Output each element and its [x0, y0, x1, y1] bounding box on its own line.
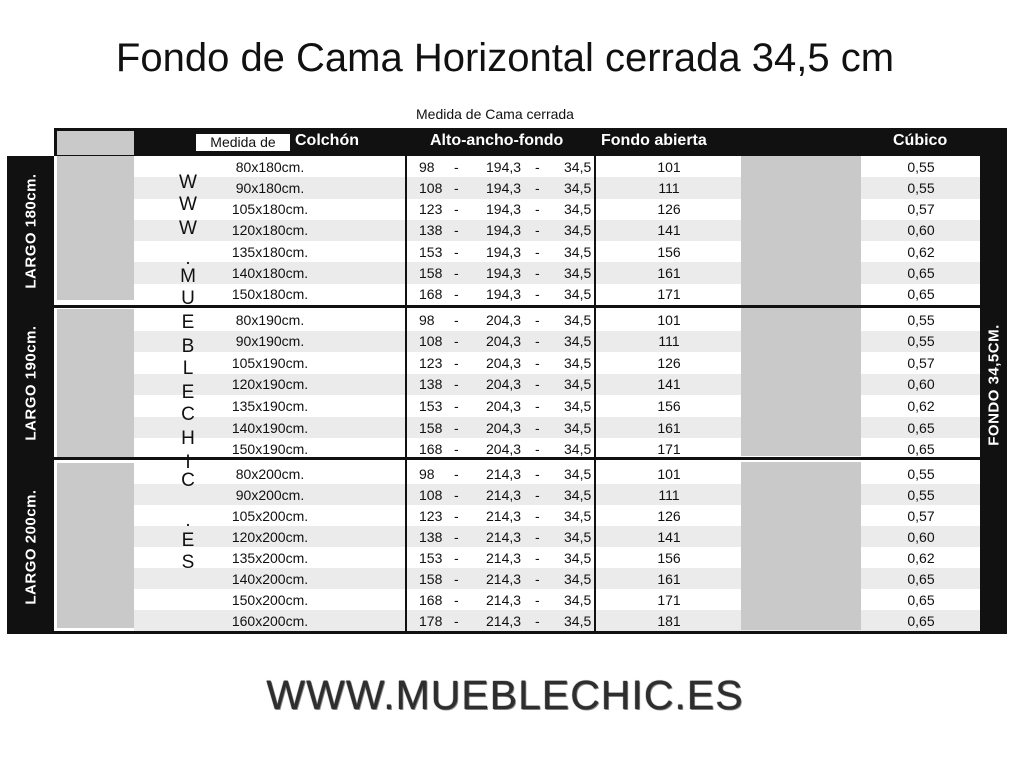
alto-cell: 98 — [419, 311, 435, 328]
dash-cell: - — [535, 591, 540, 608]
fondo-abierta-cell: 156 — [657, 243, 681, 260]
fondo-cell: 34,5 — [564, 570, 592, 587]
watermark-letter: . — [185, 248, 191, 269]
fondo-cell: 34,5 — [564, 398, 592, 415]
dash-cell: - — [454, 265, 459, 282]
dash-cell: - — [535, 486, 540, 503]
mattress-size-cell: 105x190cm. — [231, 354, 309, 371]
fondo-abierta-cell: 111 — [658, 333, 680, 350]
cubico-cell: 0,62 — [907, 243, 935, 260]
fondo-cell: 34,5 — [564, 243, 592, 260]
watermark-letter: C — [181, 404, 195, 425]
cubico-cell: 0,62 — [907, 549, 935, 566]
alto-cell: 108 — [419, 486, 443, 503]
fondo-abierta-cell: 126 — [657, 354, 681, 371]
ancho-cell: 214,3 — [486, 528, 522, 545]
dash-cell: - — [535, 612, 540, 629]
fondo-cell: 34,5 — [564, 486, 592, 503]
dash-cell: - — [535, 398, 540, 415]
mattress-size-cell: 140x200cm. — [231, 570, 309, 587]
alto-cell: 138 — [419, 376, 443, 393]
fondo-cell: 34,5 — [564, 441, 592, 458]
header-cubico: Cúbico — [893, 132, 948, 149]
fondo-cell: 34,5 — [564, 507, 592, 524]
fondo-abierta-cell: 171 — [657, 591, 681, 608]
alto-cell: 98 — [419, 158, 435, 175]
mattress-size-cell: 80x200cm. — [235, 465, 305, 482]
watermark-letter: E — [181, 530, 195, 551]
side-label-text: LARGO 190cm. — [22, 325, 39, 441]
alto-cell: 123 — [419, 354, 443, 371]
cubico-cell: 0,65 — [907, 591, 935, 608]
dash-cell: - — [535, 549, 540, 566]
watermark-letter: E — [181, 312, 195, 333]
dash-cell: - — [535, 158, 540, 175]
watermark-letter: H — [181, 428, 195, 449]
watermark-letter: L — [182, 358, 194, 379]
group-separator — [7, 457, 980, 460]
fondo-abierta-cell: 171 — [657, 286, 681, 303]
fondo-cell: 34,5 — [564, 286, 592, 303]
fondo-abierta-cell: 161 — [657, 419, 681, 436]
dash-cell: - — [535, 441, 540, 458]
fondo-abierta-cell: 111 — [658, 486, 680, 503]
dash-cell: - — [535, 376, 540, 393]
mattress-size-cell: 160x200cm. — [231, 612, 309, 629]
mattress-size-cell: 140x180cm. — [231, 265, 309, 282]
fondo-cell: 34,5 — [564, 465, 592, 482]
dash-cell: - — [535, 311, 540, 328]
dash-cell: - — [454, 201, 459, 218]
cubico-cell: 0,57 — [907, 507, 935, 524]
fondo-abierta-cell: 161 — [657, 265, 681, 282]
fondo-cell: 34,5 — [564, 376, 592, 393]
cubico-cell: 0,65 — [907, 419, 935, 436]
mattress-size-cell: 135x180cm. — [231, 243, 309, 260]
ancho-cell: 214,3 — [486, 612, 522, 629]
alto-cell: 108 — [419, 179, 443, 196]
header-colchon: Colchón — [295, 132, 359, 149]
ancho-cell: 204,3 — [486, 376, 522, 393]
ancho-cell: 194,3 — [486, 265, 522, 282]
dash-cell: - — [454, 528, 459, 545]
dash-cell: - — [535, 419, 540, 436]
cubico-cell: 0,60 — [907, 528, 935, 545]
side-label-largo-190 — [7, 306, 54, 460]
fondo-abierta-cell: 141 — [657, 376, 681, 393]
fondo-cell: 34,5 — [564, 549, 592, 566]
cubico-cell: 0,65 — [907, 570, 935, 587]
ancho-cell: 204,3 — [486, 398, 522, 415]
dash-cell: - — [535, 265, 540, 282]
fondo-abierta-cell: 181 — [657, 612, 681, 629]
dash-cell: - — [454, 398, 459, 415]
fondo-cell: 34,5 — [564, 158, 592, 175]
cubico-cell: 0,57 — [907, 201, 935, 218]
ancho-cell: 194,3 — [486, 158, 522, 175]
ancho-cell: 214,3 — [486, 486, 522, 503]
mattress-size-cell: 90x190cm. — [235, 333, 305, 350]
mattress-size-cell: 150x180cm. — [231, 286, 309, 303]
dash-cell: - — [454, 612, 459, 629]
alto-cell: 168 — [419, 441, 443, 458]
ancho-cell: 214,3 — [486, 507, 522, 524]
dash-cell: - — [535, 528, 540, 545]
ancho-cell: 204,3 — [486, 419, 522, 436]
alto-cell: 153 — [419, 549, 443, 566]
fondo-cell: 34,5 — [564, 333, 592, 350]
dash-cell: - — [454, 441, 459, 458]
fondo-cell: 34,5 — [564, 222, 592, 239]
dash-cell: - — [454, 570, 459, 587]
cubico-cell: 0,60 — [907, 376, 935, 393]
alto-cell: 138 — [419, 528, 443, 545]
alto-cell: 108 — [419, 333, 443, 350]
group-separator — [7, 305, 980, 308]
ancho-cell: 214,3 — [486, 465, 522, 482]
fondo-abierta-cell: 126 — [657, 201, 681, 218]
fondo-abierta-cell: 156 — [657, 398, 681, 415]
watermark-letter: C — [181, 470, 195, 491]
ancho-cell: 194,3 — [486, 179, 522, 196]
mattress-size-cell: 135x190cm. — [231, 398, 309, 415]
right-label-text: FONDO 34,5CM. — [985, 324, 1002, 446]
dash-cell: - — [454, 419, 459, 436]
watermark-letter: B — [181, 336, 195, 357]
header-medida-de: Medida de — [196, 134, 290, 151]
ancho-cell: 204,3 — [486, 354, 522, 371]
cubico-cell: 0,55 — [907, 486, 935, 503]
fondo-abierta-cell: 141 — [657, 528, 681, 545]
header-fondo-abierta: Fondo abierta — [601, 132, 707, 149]
cubico-cell: 0,65 — [907, 265, 935, 282]
dash-cell: - — [535, 507, 540, 524]
column-divider-left — [405, 156, 407, 631]
side-label-text: LARGO 200cm. — [22, 488, 39, 605]
alto-cell: 168 — [419, 286, 443, 303]
dash-cell: - — [454, 311, 459, 328]
fondo-cell: 34,5 — [564, 354, 592, 371]
dash-cell: - — [454, 507, 459, 524]
cubico-cell: 0,65 — [907, 612, 935, 629]
dash-cell: - — [535, 179, 540, 196]
dash-cell: - — [535, 570, 540, 587]
ancho-cell: 214,3 — [486, 591, 522, 608]
watermark-letter: I — [185, 452, 191, 473]
mattress-size-cell: 120x180cm. — [231, 222, 309, 239]
gray-image-placeholder-190 — [57, 309, 134, 457]
mattress-size-cell: 90x180cm. — [235, 179, 305, 196]
fondo-abierta-cell: 101 — [657, 311, 681, 328]
page-title: Fondo de Cama Horizontal cerrada 34,5 cm — [115, 36, 895, 80]
cubico-cell: 0,55 — [907, 465, 935, 482]
dash-cell: - — [454, 286, 459, 303]
watermark-letter: W — [179, 218, 197, 239]
fondo-cell: 34,5 — [564, 265, 592, 282]
cubico-cell: 0,62 — [907, 398, 935, 415]
cubico-cell: 0,57 — [907, 354, 935, 371]
side-label-largo-200 — [7, 460, 54, 633]
watermark-letter: W — [179, 172, 197, 193]
column-divider-right — [594, 156, 596, 631]
watermark-letter: W — [179, 194, 197, 215]
alto-cell: 158 — [419, 419, 443, 436]
alto-cell: 98 — [419, 465, 435, 482]
watermark-letter: U — [181, 288, 195, 309]
ancho-cell: 194,3 — [486, 201, 522, 218]
mattress-size-cell: 80x190cm. — [235, 311, 305, 328]
dash-cell: - — [454, 158, 459, 175]
fondo-cell: 34,5 — [564, 311, 592, 328]
dash-cell: - — [454, 179, 459, 196]
cubico-cell: 0,65 — [907, 286, 935, 303]
fondo-abierta-cell: 101 — [657, 158, 681, 175]
fondo-cell: 34,5 — [564, 419, 592, 436]
dash-cell: - — [454, 465, 459, 482]
dash-cell: - — [454, 333, 459, 350]
dash-cell: - — [454, 222, 459, 239]
ancho-cell: 194,3 — [486, 243, 522, 260]
watermark-letter: S — [181, 552, 195, 573]
mattress-size-cell: 140x190cm. — [231, 419, 309, 436]
dash-cell: - — [454, 591, 459, 608]
ancho-cell: 204,3 — [486, 333, 522, 350]
alto-cell: 168 — [419, 591, 443, 608]
gray-image-placeholder-low — [741, 462, 861, 630]
dash-cell: - — [454, 486, 459, 503]
ancho-cell: 214,3 — [486, 570, 522, 587]
cubico-cell: 0,65 — [907, 441, 935, 458]
fondo-abierta-cell: 141 — [657, 222, 681, 239]
mattress-size-cell: 120x190cm. — [231, 376, 309, 393]
fondo-abierta-cell: 161 — [657, 570, 681, 587]
watermark-letter: . — [185, 510, 191, 531]
fondo-cell: 34,5 — [564, 201, 592, 218]
dash-cell: - — [454, 549, 459, 566]
fondo-abierta-cell: 171 — [657, 441, 681, 458]
dash-cell: - — [454, 354, 459, 371]
fondo-cell: 34,5 — [564, 179, 592, 196]
alto-cell: 123 — [419, 201, 443, 218]
alto-cell: 158 — [419, 570, 443, 587]
gray-image-placeholder-200 — [57, 463, 134, 628]
ancho-cell: 204,3 — [486, 311, 522, 328]
alto-cell: 158 — [419, 265, 443, 282]
fondo-abierta-cell: 101 — [657, 465, 681, 482]
mattress-size-cell: 135x200cm. — [231, 549, 309, 566]
alto-cell: 123 — [419, 507, 443, 524]
mattress-size-cell: 105x180cm. — [231, 201, 309, 218]
alto-cell: 153 — [419, 398, 443, 415]
fondo-cell: 34,5 — [564, 528, 592, 545]
ancho-cell: 194,3 — [486, 286, 522, 303]
alto-cell: 153 — [419, 243, 443, 260]
dash-cell: - — [535, 354, 540, 371]
dash-cell: - — [535, 465, 540, 482]
cubico-cell: 0,55 — [907, 311, 935, 328]
fondo-abierta-cell: 111 — [658, 179, 680, 196]
mattress-size-cell: 150x200cm. — [231, 591, 309, 608]
header-gray-box — [57, 131, 134, 155]
gray-image-placeholder-180 — [57, 156, 134, 300]
dash-cell: - — [535, 222, 540, 239]
mattress-size-cell: 80x180cm. — [235, 158, 305, 175]
cubico-cell: 0,55 — [907, 333, 935, 350]
mattress-size-cell: 150x190cm. — [231, 441, 309, 458]
ancho-cell: 194,3 — [486, 222, 522, 239]
fondo-cell: 34,5 — [564, 591, 592, 608]
dash-cell: - — [454, 243, 459, 260]
dash-cell: - — [535, 286, 540, 303]
dash-cell: - — [454, 376, 459, 393]
footer-website: WWW.MUEBLECHIC.ES — [266, 672, 744, 718]
right-label-fondo — [980, 300, 1007, 470]
side-label-text: LARGO 180cm. — [22, 173, 39, 289]
mattress-size-cell: 105x200cm. — [231, 507, 309, 524]
watermark-letter: M — [180, 266, 196, 287]
cubico-cell: 0,60 — [907, 222, 935, 239]
dash-cell: - — [535, 333, 540, 350]
dash-cell: - — [535, 201, 540, 218]
fondo-abierta-cell: 126 — [657, 507, 681, 524]
cubico-cell: 0,55 — [907, 158, 935, 175]
alto-cell: 138 — [419, 222, 443, 239]
mattress-size-cell: 90x200cm. — [235, 486, 305, 503]
watermark-letter: E — [181, 382, 195, 403]
ancho-cell: 214,3 — [486, 549, 522, 566]
table-subtitle: Medida de Cama cerrada — [416, 106, 574, 122]
alto-cell: 178 — [419, 612, 443, 629]
fondo-abierta-cell: 156 — [657, 549, 681, 566]
cubico-cell: 0,55 — [907, 179, 935, 196]
mattress-size-cell: 120x200cm. — [231, 528, 309, 545]
bottom-border — [7, 631, 1007, 634]
ancho-cell: 204,3 — [486, 441, 522, 458]
header-alto-ancho-fondo: Alto-ancho-fondo — [430, 132, 564, 149]
fondo-cell: 34,5 — [564, 612, 592, 629]
side-label-largo-180 — [7, 156, 54, 306]
dash-cell: - — [535, 243, 540, 260]
